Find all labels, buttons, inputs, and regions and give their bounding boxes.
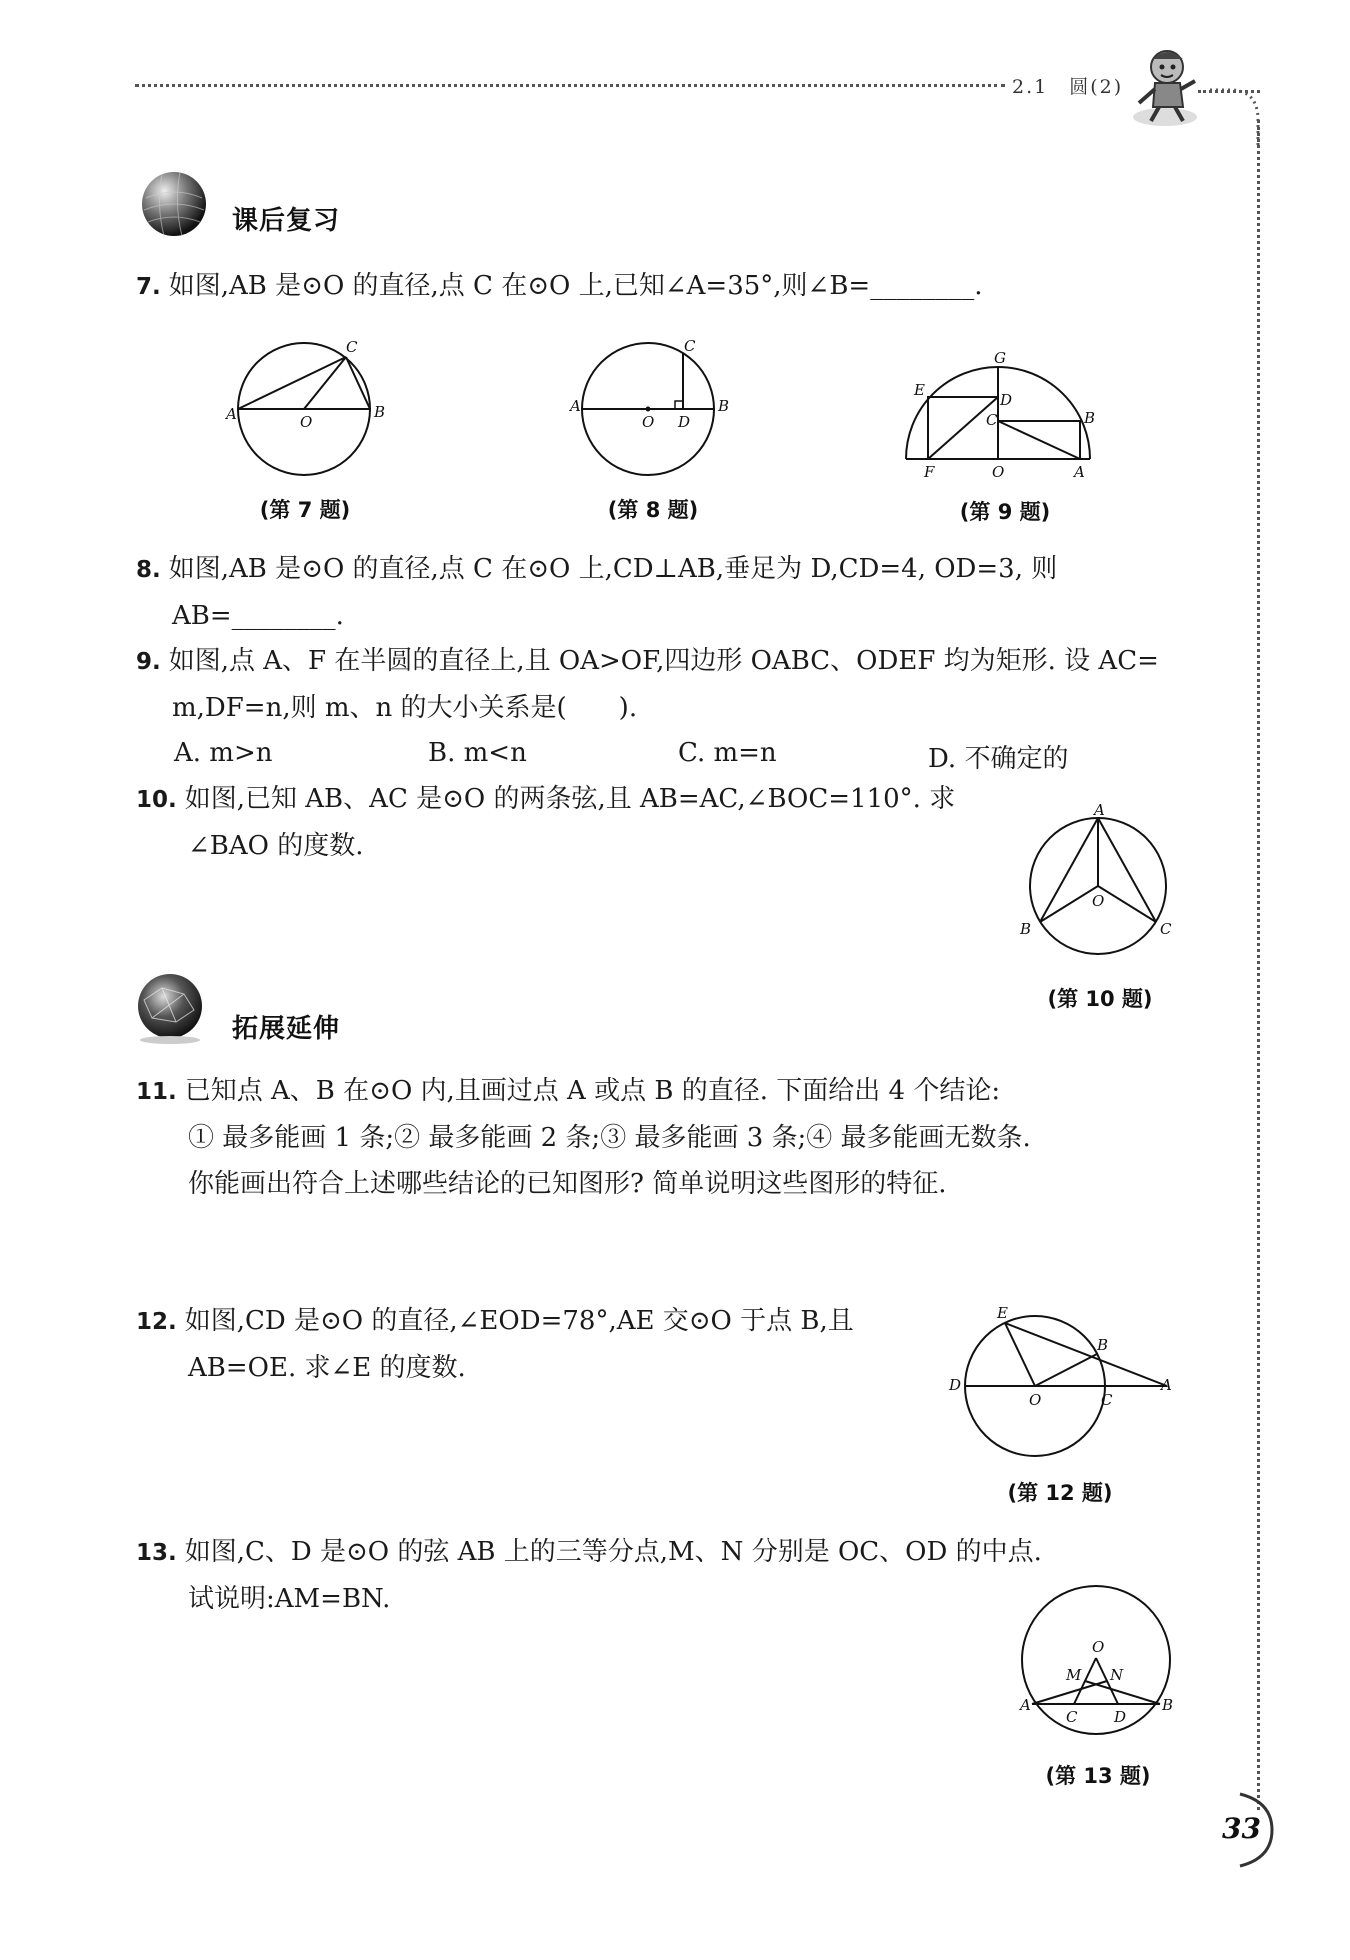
question-number: 12. (136, 1309, 177, 1335)
option-d: D. 不确定的 (928, 744, 1069, 774)
label-O: O (300, 413, 313, 431)
figure-10-caption: (第 10 题) (1047, 987, 1153, 1011)
label-B: B (1084, 409, 1096, 427)
figure-9 (898, 345, 1108, 485)
question-line-3: 你能画出符合上述哪些结论的已知图形? 简单说明这些图形的特征. (188, 1169, 947, 1199)
label-O: O (1092, 1638, 1105, 1656)
page-corner-curve (1210, 86, 1270, 146)
question-number: 9. (136, 649, 161, 675)
section-title-extension: 拓展延伸 (232, 1014, 341, 1044)
question-line-2: AB=OE. 求∠E 的度数. (188, 1353, 466, 1383)
section-title-review: 课后复习 (232, 206, 341, 236)
question-line-2: AB=________. (172, 601, 344, 631)
label-C: C (986, 411, 998, 429)
question-line-1: 如图,AB 是⊙O 的直径,点 C 在⊙O 上,CD⊥AB,垂足为 D,CD=4, OD=3, 则 (168, 554, 1058, 584)
option-a: A. m>n (174, 738, 273, 768)
label-A: A (1094, 801, 1105, 819)
question-7 (136, 263, 1216, 310)
label-C: C (1066, 1708, 1078, 1726)
label-A: A (226, 405, 237, 423)
cartoon-boy-icon (1125, 45, 1205, 134)
question-number: 7. (136, 274, 161, 300)
question-number: 13. (136, 1540, 177, 1566)
sphere-icon (138, 168, 210, 244)
label-A: A (1161, 1376, 1172, 1394)
question-line-1: 如图,CD 是⊙O 的直径,∠EOD=78°,AE 交⊙O 于点 B,且 (184, 1306, 854, 1336)
question-line-1: 如图,点 A、F 在半圆的直径上,且 OA>OF,四边形 OABC、ODEF 均为矩形. 设 AC= (168, 646, 1159, 676)
label-A: A (570, 397, 581, 415)
label-C: C (684, 337, 696, 355)
option-b: B. m<n (428, 738, 527, 768)
network-sphere-icon (132, 970, 208, 1050)
question-11 (136, 1068, 1216, 1207)
figure-8 (566, 335, 736, 485)
label-O: O (1029, 1391, 1042, 1409)
page-number: 33 (1222, 1812, 1261, 1845)
figure-12 (945, 1298, 1180, 1468)
question-line-2: ① 最多能画 1 条;② 最多能画 2 条;③ 最多能画 3 条;④ 最多能画无数条. (188, 1123, 1031, 1153)
label-A: A (1020, 1696, 1031, 1714)
figure-7-caption: (第 7 题) (259, 498, 351, 522)
question-10 (136, 776, 1036, 869)
question-line-2: m,DF=n,则 m、n 的大小关系是( ). (172, 693, 638, 723)
label-O: O (992, 463, 1005, 481)
label-C: C (1160, 920, 1172, 938)
figure-9-caption: (第 9 题) (959, 500, 1051, 524)
label-G: G (994, 349, 1006, 367)
label-F: F (924, 463, 935, 481)
question-line-1: 已知点 A、B 在⊙O 内,且画过点 A 或点 B 的直径. 下面给出 4 个结论: (184, 1076, 1001, 1106)
header-dotted-rule (135, 84, 1005, 87)
label-B: B (374, 403, 386, 421)
question-number: 8. (136, 557, 161, 583)
figure-10 (1014, 802, 1184, 962)
label-B: B (1097, 1336, 1109, 1354)
label-O: O (1092, 892, 1105, 910)
question-8 (136, 546, 1216, 639)
label-B: B (1162, 1696, 1174, 1714)
question-text: 如图,AB 是⊙O 的直径,点 C 在⊙O 上,已知∠A=35°,则∠B=________. (168, 271, 983, 301)
figure-8-caption: (第 8 题) (607, 498, 699, 522)
label-E: E (997, 1304, 1008, 1322)
label-D: D (678, 413, 691, 431)
right-dotted-rule (1257, 120, 1260, 1810)
question-12 (136, 1298, 956, 1391)
label-O: O (642, 413, 655, 431)
question-number: 11. (136, 1079, 177, 1105)
question-line-1: 如图,已知 AB、AC 是⊙O 的两条弦,且 AB=AC,∠BOC=110°. 求 (184, 784, 956, 814)
option-c: C. m=n (678, 738, 777, 768)
question-line-1: 如图,C、D 是⊙O 的弦 AB 上的三等分点,M、N 分别是 OC、OD 的中点. (184, 1537, 1042, 1567)
figure-13 (1010, 1574, 1180, 1744)
label-A: A (1074, 463, 1085, 481)
label-D: D (1114, 1708, 1127, 1726)
question-number: 10. (136, 787, 177, 813)
figure-12-caption: (第 12 题) (1007, 1481, 1113, 1505)
question-line-2: ∠BAO 的度数. (188, 831, 364, 861)
label-B: B (1020, 920, 1032, 938)
label-C: C (1101, 1391, 1113, 1409)
question-line-2: 试说明:AM=BN. (188, 1584, 391, 1614)
label-C: C (346, 338, 358, 356)
header-section-label: 2.1 圆(2) (1012, 76, 1124, 98)
label-D: D (949, 1376, 962, 1394)
figure-7 (228, 335, 398, 485)
label-M: M (1066, 1666, 1082, 1684)
label-N: N (1110, 1666, 1124, 1684)
label-E: E (914, 381, 925, 399)
label-D: D (1000, 391, 1013, 409)
label-B: B (718, 397, 730, 415)
figure-13-caption: (第 13 题) (1045, 1764, 1151, 1788)
question-9 (136, 638, 1216, 731)
